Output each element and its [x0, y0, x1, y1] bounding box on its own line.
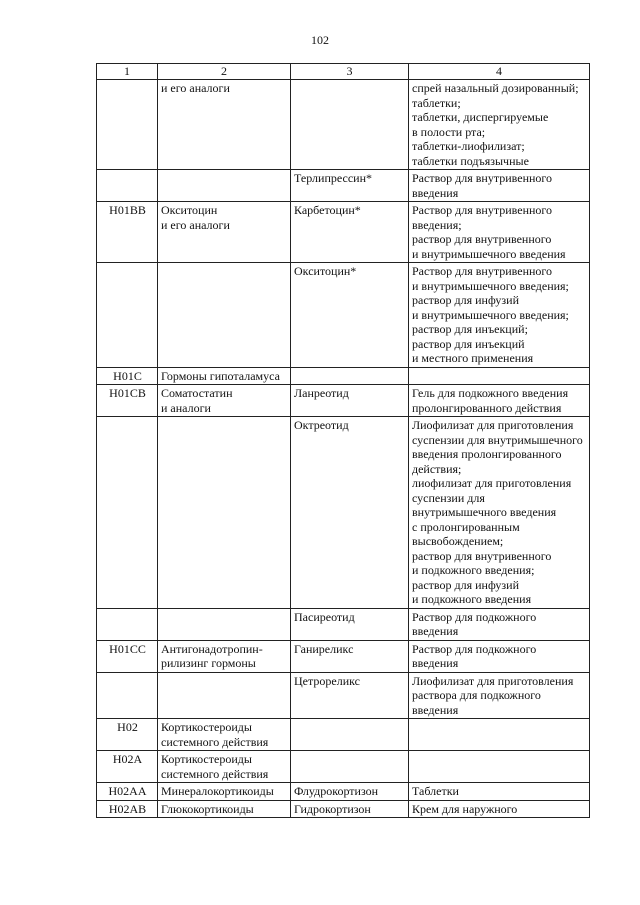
drug-name-cell: [291, 751, 409, 783]
cell-line: таблетки;: [412, 95, 461, 110]
cell-line: таблетки, диспергируемые: [412, 110, 549, 124]
cell-line: введения: [412, 624, 459, 638]
dosage-forms-cell: [409, 800, 590, 818]
header-row: [97, 64, 590, 80]
cell-line: Гормоны гипоталамуса: [161, 368, 280, 383]
cell-line: Октреотид: [294, 418, 349, 432]
cell-line: таблетки-лиофилизат;: [412, 139, 525, 153]
cell-line: Раствор для подкожного: [412, 609, 537, 624]
table-row: [97, 719, 590, 751]
cell-line: Раствор для подкожного: [412, 641, 537, 656]
drug-name-cell: [291, 263, 409, 368]
cell-line: системного действия: [161, 766, 269, 781]
cell-line: Окситоцин: [161, 203, 218, 217]
dosage-forms-cell: [409, 640, 590, 672]
cell-line: и местного применения: [412, 351, 534, 365]
group-name-cell: [158, 719, 291, 751]
drug-name-cell: [291, 367, 409, 385]
cell-line: раствора для подкожного: [412, 688, 541, 702]
group-name-cell: [158, 417, 291, 609]
table-header: [97, 64, 590, 80]
atc-code-cell: H01C: [97, 367, 158, 385]
dosage-forms-cell: [409, 170, 590, 202]
header-col-1: 1: [97, 64, 158, 80]
cell-line: Терлипрессин*: [294, 171, 372, 185]
group-name-cell: [158, 385, 291, 417]
atc-code-cell: H01CC: [97, 640, 158, 672]
cell-line: раствор для инъекций;: [412, 322, 528, 336]
cell-line: внутримышечного введения: [412, 505, 557, 519]
dosage-forms-cell: [409, 751, 590, 783]
cell-line: Пасиреотид: [294, 609, 355, 624]
cell-line: и внутримышечного введения;: [412, 278, 569, 293]
drug-name-cell: [291, 170, 409, 202]
cell-line: системного действия: [161, 734, 269, 749]
cell-line: Глюкокортикоиды: [161, 801, 254, 816]
dosage-forms-cell: [409, 80, 590, 170]
group-name-cell: [158, 800, 291, 818]
cell-line: введения: [412, 702, 459, 717]
drug-name-cell: [291, 672, 409, 719]
group-name-cell: [158, 672, 291, 719]
atc-code-cell: [97, 672, 158, 719]
cell-line: Соматостатин: [161, 386, 233, 400]
cell-line: раствор для инъекций: [412, 336, 525, 351]
cell-line: спрей назальный дозированный;: [412, 81, 579, 95]
dosage-forms-cell: [409, 783, 590, 801]
cell-line: Флудрокортизон: [294, 784, 379, 798]
cell-line: Карбетоцин*: [294, 203, 361, 217]
cell-line: Гель для подкожного введения: [412, 386, 569, 400]
cell-line: раствор для инфузий: [412, 577, 519, 592]
dosage-forms-cell: [409, 202, 590, 263]
cell-line: действия;: [412, 461, 462, 476]
header-col-4: 4: [409, 64, 590, 80]
table-row: [97, 751, 590, 783]
atc-code-cell: [97, 80, 158, 170]
group-name-cell: [158, 608, 291, 640]
cell-line: введения пролонгированного: [412, 447, 562, 461]
table-row: [97, 640, 590, 672]
cell-line: и внутримышечного введения: [412, 246, 566, 261]
dosage-forms-cell: [409, 719, 590, 751]
atc-code-cell: H02AA: [97, 783, 158, 801]
group-name-cell: [158, 367, 291, 385]
atc-code-cell: H02A: [97, 751, 158, 783]
cell-line: введения: [412, 656, 459, 670]
dosage-forms-cell: [409, 385, 590, 417]
atc-code-cell: [97, 263, 158, 368]
cell-line: и его аналоги: [161, 81, 230, 95]
dosage-forms-cell: [409, 672, 590, 719]
cell-line: Цетрореликс: [294, 673, 360, 688]
table-row: [97, 783, 590, 801]
table-row: [97, 367, 590, 385]
cell-line: Раствор для внутривенного: [412, 203, 553, 217]
atc-code-cell: [97, 417, 158, 609]
cell-line: раствор для внутривенного: [412, 548, 552, 563]
cell-line: Лиофилизат для приготовления: [412, 673, 574, 688]
cell-line: раствор для инфузий: [412, 293, 519, 307]
cell-line: Таблетки: [412, 784, 459, 798]
dosage-forms-cell: [409, 263, 590, 368]
group-name-cell: [158, 263, 291, 368]
group-name-cell: [158, 80, 291, 170]
drug-name-cell: [291, 202, 409, 263]
drug-name-cell: [291, 417, 409, 609]
dosage-forms-cell: [409, 367, 590, 385]
table-row: [97, 417, 590, 609]
cell-line: в полости рта;: [412, 124, 486, 139]
table-row: [97, 672, 590, 719]
cell-line: введения;: [412, 217, 462, 232]
cell-line: суспензии для внутримышечного: [412, 432, 583, 447]
drug-name-cell: [291, 385, 409, 417]
drug-name-cell: [291, 800, 409, 818]
table-row: [97, 202, 590, 263]
cell-line: введения: [412, 185, 459, 200]
atc-code-cell: [97, 608, 158, 640]
cell-line: суспензии для: [412, 490, 485, 505]
atc-code-cell: H01BB: [97, 202, 158, 263]
cell-line: и подкожного введения: [412, 592, 532, 606]
cell-line: Раствор для внутривенного: [412, 171, 553, 185]
drug-name-cell: [291, 80, 409, 170]
dosage-forms-cell: [409, 417, 590, 609]
cell-line: с пролонгированным: [412, 519, 520, 534]
cell-line: Антигонадотропин-: [161, 641, 263, 656]
cell-line: Окситоцин*: [294, 264, 357, 278]
cell-line: и аналоги: [161, 400, 211, 415]
cell-line: и внутримышечного введения;: [412, 307, 569, 322]
cell-line: и подкожного введения;: [412, 563, 535, 577]
cell-line: Гидрокортизон: [294, 801, 371, 816]
dosage-forms-cell: [409, 608, 590, 640]
table-row: [97, 263, 590, 368]
table-row: [97, 385, 590, 417]
header-col-3: 3: [291, 64, 409, 80]
cell-line: Минералокортикоиды: [161, 784, 274, 798]
drug-name-cell: [291, 719, 409, 751]
atc-code-cell: [97, 170, 158, 202]
drug-name-cell: [291, 608, 409, 640]
cell-line: рилизинг гормоны: [161, 656, 256, 670]
drug-name-cell: [291, 783, 409, 801]
cell-line: Ланреотид: [294, 386, 349, 400]
group-name-cell: [158, 640, 291, 672]
page-number: 102: [311, 33, 329, 47]
cell-line: Раствор для внутривенного: [412, 264, 553, 278]
cell-line: высвобождением;: [412, 534, 504, 548]
cell-line: Ганиреликс: [294, 641, 354, 656]
group-name-cell: [158, 751, 291, 783]
cell-line: Лиофилизат для приготовления: [412, 418, 574, 432]
drug-name-cell: [291, 640, 409, 672]
group-name-cell: [158, 783, 291, 801]
atc-code-cell: H02AB: [97, 800, 158, 818]
table-row: [97, 170, 590, 202]
drug-table: [96, 63, 590, 818]
header-col-2: 2: [158, 64, 291, 80]
cell-line: пролонгированного действия: [412, 400, 562, 415]
cell-line: Кортикостероиды: [161, 720, 252, 734]
cell-line: Крем для наружного: [412, 801, 518, 816]
cell-line: лиофилизат для приготовления: [412, 476, 572, 490]
group-name-cell: [158, 170, 291, 202]
table-row: [97, 80, 590, 170]
table-row: [97, 608, 590, 640]
atc-code-cell: H01CB: [97, 385, 158, 417]
table-row: [97, 800, 590, 818]
cell-line: таблетки подъязычные: [412, 153, 529, 168]
cell-line: раствор для внутривенного: [412, 232, 552, 246]
cell-line: и его аналоги: [161, 217, 230, 232]
atc-code-cell: H02: [97, 719, 158, 751]
group-name-cell: [158, 202, 291, 263]
table-body: [97, 80, 590, 818]
cell-line: Кортикостероиды: [161, 752, 252, 766]
